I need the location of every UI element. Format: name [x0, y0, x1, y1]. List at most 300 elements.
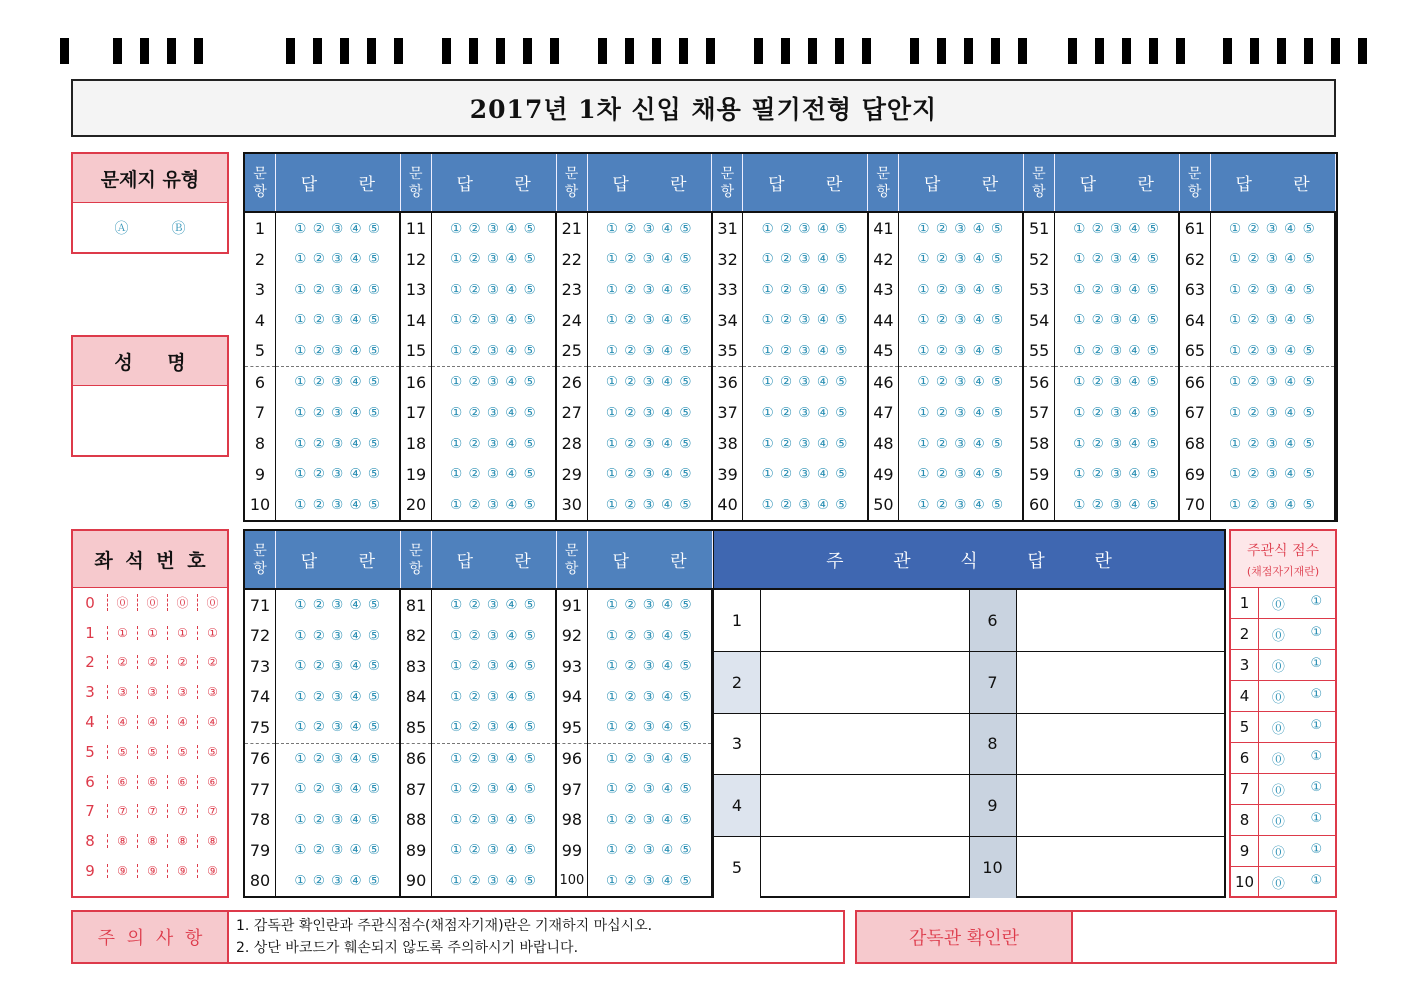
- grid-header-num: 문 항: [400, 154, 431, 212]
- seat-bubble[interactable]: ⑤: [137, 745, 167, 759]
- answer-bubbles[interactable]: ① ② ③ ④ ⑤: [276, 489, 401, 520]
- seat-bubble[interactable]: ②: [107, 655, 137, 669]
- answer-bubbles[interactable]: ① ② ③ ④ ⑤: [431, 589, 556, 621]
- answer-bubbles[interactable]: ① ② ③ ④ ⑤: [743, 336, 868, 367]
- seat-bubble[interactable]: ⑥: [107, 775, 137, 789]
- answer-bubbles[interactable]: ① ② ③ ④ ⑤: [743, 274, 868, 305]
- seat-bubble[interactable]: ⑦: [137, 804, 167, 818]
- answer-bubbles[interactable]: ① ② ③ ④ ⑤: [1054, 336, 1179, 367]
- barcode-bar: [991, 38, 1000, 64]
- score-bubble[interactable]: ①: [1310, 655, 1323, 671]
- notice-line-1: 1. 감독관 확인란과 주관식점수(채점자기재)란은 기재하지 마십시오.: [236, 918, 653, 934]
- question-number: 63: [1179, 274, 1210, 305]
- seat-digit-bubbles: [107, 588, 227, 618]
- seat-bubble[interactable]: ⓪: [137, 594, 167, 611]
- grid-header-answer: 답 란: [276, 154, 401, 212]
- exam-type-label: 문제지 유형: [73, 154, 227, 203]
- answer-bubbles[interactable]: ① ② ③ ④ ⑤: [1054, 367, 1179, 398]
- answer-bubbles[interactable]: ① ② ③ ④ ⑤: [743, 305, 868, 336]
- subjective-answer-field[interactable]: [1017, 652, 1225, 713]
- subjective-number: 3: [714, 714, 761, 775]
- seat-digit-bubbles: [107, 856, 227, 886]
- answer-bubbles[interactable]: ① ② ③ ④ ⑤: [431, 367, 556, 398]
- seat-bubble[interactable]: ⑤: [107, 745, 137, 759]
- exam-type-option-b[interactable]: Ⓑ: [171, 221, 186, 237]
- answer-bubbles[interactable]: ① ② ③ ④ ⑤: [1210, 336, 1335, 367]
- seat-bubble[interactable]: ④: [197, 715, 227, 729]
- score-bubble[interactable]: ⓪: [1271, 814, 1285, 830]
- question-number: 56: [1023, 367, 1054, 398]
- answer-bubbles[interactable]: ① ② ③ ④ ⑤: [276, 743, 401, 774]
- question-number: 14: [400, 305, 431, 336]
- answer-bubbles[interactable]: ① ② ③ ④ ⑤: [743, 244, 868, 275]
- seat-bubble[interactable]: ⑤: [167, 745, 197, 759]
- answer-bubbles[interactable]: ① ② ③ ④ ⑤: [276, 651, 401, 681]
- seat-digit-bubbles: [107, 797, 227, 827]
- score-bubble[interactable]: ①: [1310, 872, 1323, 888]
- score-bubble[interactable]: ①: [1310, 841, 1323, 857]
- answer-bubbles[interactable]: ① ② ③ ④ ⑤: [899, 428, 1024, 459]
- score-options: [1259, 842, 1335, 861]
- question-number: 62: [1179, 244, 1210, 275]
- answer-bubbles[interactable]: ① ② ③ ④ ⑤: [1210, 274, 1335, 305]
- barcode-bar: [286, 38, 295, 64]
- name-box: [71, 335, 229, 457]
- answer-bubbles[interactable]: ① ② ③ ④ ⑤: [587, 459, 712, 490]
- question-number: 67: [1179, 398, 1210, 429]
- answer-bubbles[interactable]: ① ② ③ ④ ⑤: [276, 459, 401, 490]
- grid-row: [245, 804, 712, 834]
- answer-bubbles[interactable]: ① ② ③ ④ ⑤: [276, 865, 401, 896]
- seat-digit-label: 7: [85, 802, 95, 821]
- subjective-answer-field[interactable]: [1017, 714, 1225, 775]
- subjective-number: 5: [714, 837, 761, 898]
- score-bubble[interactable]: ⓪: [1271, 597, 1285, 613]
- answer-bubbles[interactable]: ① ② ③ ④ ⑤: [899, 336, 1024, 367]
- question-number: 29: [556, 459, 587, 490]
- question-number: 45: [868, 336, 899, 367]
- question-number: 42: [868, 244, 899, 275]
- seat-bubble[interactable]: ⓪: [107, 594, 137, 611]
- seat-bubble[interactable]: ⑧: [197, 834, 227, 848]
- barcode-bar: [496, 38, 505, 64]
- answer-bubbles[interactable]: ① ② ③ ④ ⑤: [899, 305, 1024, 336]
- question-number: 100: [556, 865, 587, 896]
- answer-bubbles[interactable]: ① ② ③ ④ ⑤: [587, 274, 712, 305]
- answer-bubbles[interactable]: ① ② ③ ④ ⑤: [587, 835, 712, 865]
- answer-bubbles[interactable]: ① ② ③ ④ ⑤: [899, 274, 1024, 305]
- grid-header-answer: 답 란: [587, 531, 712, 589]
- grid-header-row: [245, 531, 712, 589]
- answer-bubbles[interactable]: ① ② ③ ④ ⑤: [587, 398, 712, 429]
- answer-bubbles[interactable]: ① ② ③ ④ ⑤: [587, 336, 712, 367]
- answer-bubbles[interactable]: ① ② ③ ④ ⑤: [276, 621, 401, 651]
- score-bubble[interactable]: ⓪: [1271, 845, 1285, 861]
- seat-bubble[interactable]: ⑧: [167, 834, 197, 848]
- barcode-bar: [1149, 38, 1158, 64]
- barcode-bar: [1277, 38, 1286, 64]
- grid-row: [245, 428, 1335, 459]
- question-number: 27: [556, 398, 587, 429]
- answer-bubbles[interactable]: ① ② ③ ④ ⑤: [1210, 398, 1335, 429]
- question-number: 92: [556, 621, 587, 651]
- question-number: 13: [400, 274, 431, 305]
- barcode-bar: [394, 38, 403, 64]
- question-number: 18: [400, 428, 431, 459]
- question-number: 91: [556, 589, 587, 621]
- answer-bubbles[interactable]: ① ② ③ ④ ⑤: [587, 305, 712, 336]
- grid-row: [245, 305, 1335, 336]
- subjective-answer-field[interactable]: [761, 837, 970, 898]
- answer-bubbles[interactable]: ① ② ③ ④ ⑤: [431, 428, 556, 459]
- answer-bubbles[interactable]: ① ② ③ ④ ⑤: [431, 865, 556, 896]
- answer-bubbles[interactable]: ① ② ③ ④ ⑤: [1054, 305, 1179, 336]
- question-number: 31: [712, 212, 743, 244]
- seat-bubble[interactable]: ①: [137, 626, 167, 640]
- answer-bubbles[interactable]: ① ② ③ ④ ⑤: [431, 244, 556, 275]
- question-number: 8: [245, 428, 276, 459]
- answer-bubbles[interactable]: ① ② ③ ④ ⑤: [276, 367, 401, 398]
- barcode-bar: [910, 38, 919, 64]
- answer-bubbles[interactable]: ① ② ③ ④ ⑤: [587, 712, 712, 743]
- question-number: 39: [712, 459, 743, 490]
- score-row: [1231, 743, 1335, 774]
- grid-row: [245, 743, 712, 774]
- answer-bubbles[interactable]: ① ② ③ ④ ⑤: [743, 459, 868, 490]
- score-options: [1259, 656, 1335, 675]
- barcode-bar: [1176, 38, 1185, 64]
- barcode-bar: [60, 38, 69, 64]
- answer-bubbles[interactable]: ① ② ③ ④ ⑤: [587, 804, 712, 834]
- question-number: 59: [1023, 459, 1054, 490]
- answer-bubbles[interactable]: ① ② ③ ④ ⑤: [587, 743, 712, 774]
- seat-bubble[interactable]: ⑧: [137, 834, 167, 848]
- seat-row: [73, 618, 227, 648]
- answer-bubbles[interactable]: ① ② ③ ④ ⑤: [899, 212, 1024, 244]
- answer-bubbles[interactable]: ① ② ③ ④ ⑤: [587, 865, 712, 896]
- score-row: [1231, 650, 1335, 681]
- score-bubble[interactable]: ①: [1310, 748, 1323, 764]
- seat-bubble[interactable]: ⑥: [137, 775, 167, 789]
- question-number: 72: [245, 621, 276, 651]
- barcode-bar: [1068, 38, 1077, 64]
- seat-bubble[interactable]: ④: [167, 715, 197, 729]
- seat-bubble[interactable]: ②: [197, 655, 227, 669]
- question-number: 58: [1023, 428, 1054, 459]
- answer-bubbles[interactable]: ① ② ③ ④ ⑤: [587, 589, 712, 621]
- seat-row: [73, 648, 227, 678]
- question-number: 88: [400, 804, 431, 834]
- answer-bubbles[interactable]: ① ② ③ ④ ⑤: [1210, 367, 1335, 398]
- score-bubble[interactable]: ①: [1310, 624, 1323, 640]
- answer-bubbles[interactable]: ① ② ③ ④ ⑤: [276, 835, 401, 865]
- barcode-bar: [862, 38, 871, 64]
- answer-bubbles[interactable]: ① ② ③ ④ ⑤: [1054, 428, 1179, 459]
- seat-digit-bubbles: [107, 707, 227, 737]
- answer-bubbles[interactable]: ① ② ③ ④ ⑤: [276, 712, 401, 743]
- question-number: 11: [400, 212, 431, 244]
- answer-bubbles[interactable]: ① ② ③ ④ ⑤: [743, 428, 868, 459]
- seat-bubble[interactable]: ⑨: [137, 864, 167, 878]
- answer-bubbles[interactable]: ① ② ③ ④ ⑤: [431, 212, 556, 244]
- seat-bubble[interactable]: ⑨: [167, 864, 197, 878]
- subjective-number: 7: [970, 652, 1017, 713]
- score-bubble[interactable]: ①: [1310, 810, 1323, 826]
- question-number: 94: [556, 682, 587, 712]
- score-bubble[interactable]: ⓪: [1271, 628, 1285, 644]
- answer-bubbles[interactable]: ① ② ③ ④ ⑤: [431, 835, 556, 865]
- answer-bubbles[interactable]: ① ② ③ ④ ⑤: [431, 774, 556, 804]
- answer-bubbles[interactable]: ① ② ③ ④ ⑤: [431, 651, 556, 681]
- subjective-answer-field[interactable]: [761, 652, 970, 713]
- seat-bubble[interactable]: ①: [167, 626, 197, 640]
- answer-bubbles[interactable]: ① ② ③ ④ ⑤: [431, 712, 556, 743]
- answer-bubbles[interactable]: ① ② ③ ④ ⑤: [899, 459, 1024, 490]
- answer-bubbles[interactable]: ① ② ③ ④ ⑤: [276, 274, 401, 305]
- answer-bubbles[interactable]: ① ② ③ ④ ⑤: [276, 804, 401, 834]
- grid-row: [245, 459, 1335, 490]
- grid-header-answer: 답 란: [1054, 154, 1179, 212]
- answer-bubbles[interactable]: ① ② ③ ④ ⑤: [1210, 489, 1335, 520]
- grid-row: [245, 212, 1335, 244]
- barcode-bar: [598, 38, 607, 64]
- score-bubble[interactable]: ①: [1310, 686, 1323, 702]
- seat-bubble[interactable]: ⑦: [107, 804, 137, 818]
- barcode-bar: [625, 38, 634, 64]
- question-number: 93: [556, 651, 587, 681]
- answer-bubbles[interactable]: ① ② ③ ④ ⑤: [587, 774, 712, 804]
- proctor-signature-field[interactable]: [1071, 910, 1337, 964]
- answer-bubbles[interactable]: ① ② ③ ④ ⑤: [431, 459, 556, 490]
- answer-bubbles[interactable]: ① ② ③ ④ ⑤: [1210, 428, 1335, 459]
- question-number: 24: [556, 305, 587, 336]
- seat-bubble[interactable]: ②: [137, 655, 167, 669]
- grid-header-answer: 답 란: [587, 154, 712, 212]
- grid-header-answer: 답 란: [743, 154, 868, 212]
- seat-bubble[interactable]: ③: [107, 685, 137, 699]
- answer-bubbles[interactable]: ① ② ③ ④ ⑤: [743, 398, 868, 429]
- question-number: 76: [245, 743, 276, 774]
- subjective-answer-field[interactable]: [1017, 775, 1225, 836]
- barcode-bar: [1223, 38, 1232, 64]
- subjective-answer-field[interactable]: [761, 714, 970, 775]
- answer-bubbles[interactable]: ① ② ③ ④ ⑤: [899, 489, 1024, 520]
- score-bubble[interactable]: ⓪: [1271, 752, 1285, 768]
- grid-header-num: 문 항: [1179, 154, 1210, 212]
- score-bubble[interactable]: ⓪: [1271, 783, 1285, 799]
- seat-bubble[interactable]: ⑦: [167, 804, 197, 818]
- seat-bubble[interactable]: ③: [197, 685, 227, 699]
- answer-bubbles[interactable]: ① ② ③ ④ ⑤: [1054, 398, 1179, 429]
- answer-bubbles[interactable]: ① ② ③ ④ ⑤: [431, 398, 556, 429]
- score-bubble[interactable]: ①: [1310, 779, 1323, 795]
- barcode-bar: [754, 38, 763, 64]
- score-bubble[interactable]: ⓪: [1271, 690, 1285, 706]
- score-row: [1231, 619, 1335, 650]
- question-number: 43: [868, 274, 899, 305]
- seat-bubble[interactable]: ①: [197, 626, 227, 640]
- seat-bubble[interactable]: ⑥: [167, 775, 197, 789]
- seat-bubble[interactable]: ⑨: [107, 864, 137, 878]
- answer-bubbles[interactable]: ① ② ③ ④ ⑤: [1054, 212, 1179, 244]
- answer-bubbles[interactable]: ① ② ③ ④ ⑤: [1210, 459, 1335, 490]
- score-bubble[interactable]: ①: [1310, 717, 1323, 733]
- answer-bubbles[interactable]: ① ② ③ ④ ⑤: [276, 589, 401, 621]
- barcode-bar: [1250, 38, 1259, 64]
- seat-bubble[interactable]: ①: [107, 626, 137, 640]
- answer-bubbles[interactable]: ① ② ③ ④ ⑤: [1054, 274, 1179, 305]
- question-number: 96: [556, 743, 587, 774]
- answer-bubbles[interactable]: ① ② ③ ④ ⑤: [587, 651, 712, 681]
- exam-type-option-a[interactable]: Ⓐ: [114, 221, 129, 237]
- score-options: [1259, 873, 1335, 892]
- answer-bubbles[interactable]: ① ② ③ ④ ⑤: [431, 621, 556, 651]
- question-number: 85: [400, 712, 431, 743]
- score-bubble[interactable]: ⓪: [1271, 721, 1285, 737]
- name-label: 성 명: [73, 337, 227, 386]
- answer-bubbles[interactable]: ① ② ③ ④ ⑤: [276, 398, 401, 429]
- seat-bubble[interactable]: ④: [137, 715, 167, 729]
- answer-bubbles[interactable]: ① ② ③ ④ ⑤: [1054, 459, 1179, 490]
- seat-bubble[interactable]: ⑧: [107, 834, 137, 848]
- answer-bubbles[interactable]: ① ② ③ ④ ⑤: [1054, 489, 1179, 520]
- score-number: 8: [1231, 805, 1259, 835]
- seat-bubble[interactable]: ⓪: [167, 594, 197, 611]
- answer-bubbles[interactable]: ① ② ③ ④ ⑤: [431, 305, 556, 336]
- answer-bubbles[interactable]: ① ② ③ ④ ⑤: [276, 336, 401, 367]
- barcode-bar: [706, 38, 715, 64]
- answer-bubbles[interactable]: ① ② ③ ④ ⑤: [587, 682, 712, 712]
- score-bubble[interactable]: ①: [1310, 593, 1323, 609]
- answer-bubbles[interactable]: ① ② ③ ④ ⑤: [743, 367, 868, 398]
- answer-bubbles[interactable]: ① ② ③ ④ ⑤: [587, 244, 712, 275]
- seat-bubble[interactable]: ⑦: [197, 804, 227, 818]
- question-number: 47: [868, 398, 899, 429]
- score-row: [1231, 712, 1335, 743]
- answer-bubbles[interactable]: ① ② ③ ④ ⑤: [587, 489, 712, 520]
- subjective-answer-field[interactable]: [761, 590, 970, 651]
- grid-row: [245, 682, 712, 712]
- seat-bubble[interactable]: ⑨: [197, 864, 227, 878]
- answer-bubbles[interactable]: ① ② ③ ④ ⑤: [431, 682, 556, 712]
- barcode-bar: [652, 38, 661, 64]
- question-number: 4: [245, 305, 276, 336]
- question-number: 54: [1023, 305, 1054, 336]
- answer-bubbles[interactable]: ① ② ③ ④ ⑤: [1054, 244, 1179, 275]
- subjective-number: 9: [970, 775, 1017, 836]
- answer-bubbles[interactable]: ① ② ③ ④ ⑤: [743, 212, 868, 244]
- question-number: 57: [1023, 398, 1054, 429]
- seat-digit-bubbles: [107, 737, 227, 767]
- grid-row: [245, 367, 1335, 398]
- score-number: 6: [1231, 743, 1259, 773]
- seat-bubble[interactable]: ②: [167, 655, 197, 669]
- answer-bubbles[interactable]: ① ② ③ ④ ⑤: [743, 489, 868, 520]
- seat-bubble[interactable]: ③: [167, 685, 197, 699]
- question-number: 38: [712, 428, 743, 459]
- answer-bubbles[interactable]: ① ② ③ ④ ⑤: [587, 428, 712, 459]
- score-bubble[interactable]: ⓪: [1271, 876, 1285, 892]
- question-number: 95: [556, 712, 587, 743]
- question-number: 77: [245, 774, 276, 804]
- seat-bubble[interactable]: ⑥: [197, 775, 227, 789]
- seat-digit-bubbles: [107, 648, 227, 678]
- seat-row: [73, 856, 227, 886]
- grid-header-num: 문 항: [712, 154, 743, 212]
- answer-bubbles[interactable]: ① ② ③ ④ ⑤: [431, 743, 556, 774]
- question-number: 71: [245, 589, 276, 621]
- score-number: 7: [1231, 774, 1259, 804]
- question-number: 10: [245, 489, 276, 520]
- question-number: 84: [400, 682, 431, 712]
- answer-bubbles[interactable]: ① ② ③ ④ ⑤: [587, 621, 712, 651]
- grid-row: [245, 621, 712, 651]
- subjective-answer-field[interactable]: [761, 775, 970, 836]
- question-number: 74: [245, 682, 276, 712]
- score-options: [1259, 780, 1335, 799]
- answer-bubbles[interactable]: ① ② ③ ④ ⑤: [899, 367, 1024, 398]
- score-bubble[interactable]: ⓪: [1271, 659, 1285, 675]
- grid-header-answer: 답 란: [431, 531, 556, 589]
- seat-digit-bubbles: [107, 677, 227, 707]
- answer-bubbles[interactable]: ① ② ③ ④ ⑤: [1210, 212, 1335, 244]
- answer-bubbles[interactable]: ① ② ③ ④ ⑤: [431, 336, 556, 367]
- question-number: 65: [1179, 336, 1210, 367]
- grid-header-num: 문 항: [1023, 154, 1054, 212]
- subjective-answer-field[interactable]: [1017, 590, 1225, 651]
- question-number: 73: [245, 651, 276, 681]
- subjective-answer-box: [714, 529, 1226, 898]
- subjective-answer-field[interactable]: [1017, 837, 1225, 898]
- exam-type-options: [73, 203, 227, 253]
- answer-bubbles[interactable]: ① ② ③ ④ ⑤: [899, 398, 1024, 429]
- answer-bubbles[interactable]: ① ② ③ ④ ⑤: [1210, 244, 1335, 275]
- answer-bubbles[interactable]: ① ② ③ ④ ⑤: [1210, 305, 1335, 336]
- seat-bubble[interactable]: ③: [137, 685, 167, 699]
- answer-bubbles[interactable]: ① ② ③ ④ ⑤: [587, 367, 712, 398]
- question-number: 44: [868, 305, 899, 336]
- answer-bubbles[interactable]: ① ② ③ ④ ⑤: [276, 305, 401, 336]
- seat-bubble[interactable]: ⑤: [197, 745, 227, 759]
- answer-bubbles[interactable]: ① ② ③ ④ ⑤: [276, 774, 401, 804]
- answer-bubbles[interactable]: ① ② ③ ④ ⑤: [431, 489, 556, 520]
- answer-bubbles[interactable]: ① ② ③ ④ ⑤: [276, 244, 401, 275]
- score-number: 2: [1231, 619, 1259, 649]
- score-options: [1259, 811, 1335, 830]
- subjective-rows: [714, 590, 1224, 898]
- seat-bubble[interactable]: ⓪: [197, 594, 227, 611]
- subjective-number: 4: [714, 775, 761, 836]
- answer-bubbles[interactable]: ① ② ③ ④ ⑤: [276, 428, 401, 459]
- answer-bubbles[interactable]: ① ② ③ ④ ⑤: [587, 212, 712, 244]
- seat-bubble[interactable]: ④: [107, 715, 137, 729]
- barcode-bar: [835, 38, 844, 64]
- grid-row: [245, 589, 712, 621]
- grid-row: [245, 274, 1335, 305]
- name-field[interactable]: [73, 386, 227, 456]
- score-rows: [1231, 588, 1335, 897]
- seat-digit-bubbles: [107, 618, 227, 648]
- answer-bubbles[interactable]: ① ② ③ ④ ⑤: [431, 274, 556, 305]
- question-number: 79: [245, 835, 276, 865]
- answer-bubbles[interactable]: ① ② ③ ④ ⑤: [899, 244, 1024, 275]
- answer-bubbles[interactable]: ① ② ③ ④ ⑤: [276, 212, 401, 244]
- grid-header-row: [245, 154, 1335, 212]
- subjective-number: 8: [970, 714, 1017, 775]
- answer-bubbles[interactable]: ① ② ③ ④ ⑤: [431, 804, 556, 834]
- answer-bubbles[interactable]: ① ② ③ ④ ⑤: [276, 682, 401, 712]
- question-number: 35: [712, 336, 743, 367]
